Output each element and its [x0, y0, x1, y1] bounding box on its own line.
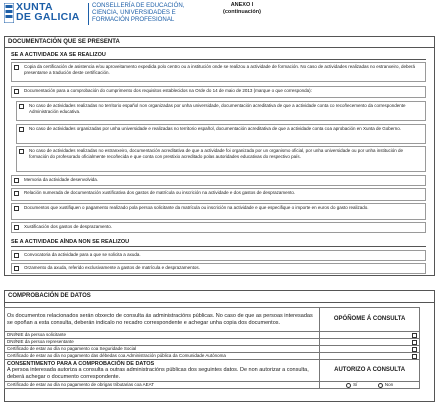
- doc-item-text: Documentación para a comprobación do cumprimento dos requisitos establecidos na Orde do 14 de maio de 2013 (marque o que corresponda):: [24, 88, 312, 93]
- doc-item-expense-list[interactable]: [11, 188, 426, 201]
- checkbox[interactable]: [14, 65, 19, 70]
- table-row: [5, 382, 420, 389]
- subsection-divider: [11, 59, 426, 60]
- xunta-logo-icon: [4, 3, 14, 23]
- consent-title: CONSENTIMENTO PARA A COMPROBACIÓN DE DATOS: [7, 361, 155, 368]
- doc-item-payment-proof[interactable]: [11, 203, 426, 220]
- checkbox[interactable]: [14, 206, 19, 211]
- section-divider: [4, 47, 435, 48]
- doc-item-text: No caso de actividades organizadas por unha universidade e realizadas no territorio español, documentación acreditativa de que a actividade conta coa aprobación en Xunta de Goberno.: [29, 126, 401, 131]
- section-divider: [4, 302, 435, 303]
- doc-item-text: Copia da certificación de asistencia e/ou aproveitamento expedida polo centro ou a institución onde se realizou a actividade de formación. No caso de actividades realizadas no estranxeiro, deberá presentarse a tradución deste certificación.: [24, 64, 415, 75]
- checkbox[interactable]: [19, 149, 24, 154]
- doc-item-budget[interactable]: [11, 263, 426, 274]
- intro-text: Os documentos relacionados serán obxecto de consulta ás administracións públicas. No caso de que as persoas interesadas se opoñan a esta consulta, deberán indicalo no recadro correspondente e achegar unha copia dos documentos.: [5, 308, 320, 332]
- no-label: Non: [384, 382, 394, 388]
- doc-item-spain-non-university[interactable]: [16, 101, 426, 121]
- checkbox[interactable]: [19, 104, 24, 109]
- org-name: [16, 2, 80, 22]
- page-header: [0, 0, 439, 33]
- doc-item-call[interactable]: [11, 250, 426, 261]
- row-label: DNI/NIE da persoa representante: [5, 339, 320, 346]
- dept-line3: FORMACIÓN PROFESIONAL: [92, 16, 175, 24]
- doc-item-text: No caso de actividades realizadas no estranxeiro, documentación acreditativa de que a actividade foi organizada por un organismo oficial, por unha universidade ou por unha institución de formación do profesorado oficialmente recoñecida e que conta con prestixio acreditado polas autoridades educativas do respectivo país.: [29, 148, 403, 159]
- doc-item-university[interactable]: [16, 124, 426, 144]
- data-check-title: COMPROBACIÓN DE DATOS: [8, 293, 91, 299]
- intro-row: [5, 308, 420, 332]
- doc-item-text: Documentos que xustifiquen o pagamento realizado pola persoa solicitante da matrícula ou inscrición na actividade e que especifique o importe en euros do gasto realizado.: [24, 205, 369, 210]
- yes-label: Sí: [353, 382, 358, 388]
- doc-item-requirements[interactable]: [11, 86, 426, 98]
- row-label: Certificado de estar ao día no pagamento de obrigas tributarias coa AEAT: [5, 382, 320, 389]
- checkbox[interactable]: [14, 178, 19, 183]
- no-radio[interactable]: [378, 383, 383, 388]
- doc-item-text: Relación numerada de documentación xustificativa dos gastos de matrícula ou inscrición na actividade e dos gastos de desprazamento.: [24, 190, 296, 195]
- table-row: [5, 339, 420, 346]
- table-row: [5, 332, 420, 339]
- row-label: Certificado de estar ao día no pagamento das débedas coa Administración pública da Comunidade Autónoma: [5, 353, 320, 360]
- annex-subtitle: (continuación): [223, 8, 261, 15]
- checkbox[interactable]: [14, 253, 19, 258]
- checkbox[interactable]: [19, 127, 24, 132]
- dept-line1: CONSELLERÍA DE EDUCACIÓN,: [92, 2, 185, 9]
- checkbox[interactable]: [14, 266, 19, 271]
- org-name-line1: XUNTA: [16, 1, 53, 13]
- oppose-checkbox[interactable]: [412, 347, 417, 352]
- data-check-table: [4, 307, 420, 389]
- row-label: Certificado de estar ao día no pagamento coa Seguridade Social: [5, 346, 320, 353]
- doc-item-text: Xustificación dos gastos de desprazamento.: [24, 224, 113, 229]
- doc-item-text: Convocatoria da actividade para a que se solicita a axuda.: [24, 252, 141, 257]
- row-label: DNI/NIE da persoa solicitante: [5, 332, 320, 339]
- documentation-title: DOCUMENTACIÓN QUE SE PRESENTA: [8, 39, 120, 45]
- oppose-header: OPÓÑOME Á CONSULTA: [320, 308, 420, 332]
- department-name: [92, 2, 184, 24]
- annex-label: [210, 2, 274, 15]
- doc-item-abroad[interactable]: [16, 146, 426, 172]
- doc-item-certificate[interactable]: [11, 62, 426, 82]
- authorize-header: AUTORIZO A CONSULTA: [320, 360, 420, 382]
- oppose-checkbox[interactable]: [412, 354, 417, 359]
- org-name-line2: DE GALICIA: [16, 11, 80, 23]
- oppose-checkbox[interactable]: [412, 333, 417, 338]
- annex-title: ANEXO I: [230, 2, 254, 8]
- table-row: [5, 346, 420, 353]
- doc-item-memory[interactable]: [11, 175, 426, 186]
- oppose-checkbox[interactable]: [412, 340, 417, 345]
- consent-row: [5, 360, 420, 382]
- yes-radio[interactable]: [346, 383, 351, 388]
- dept-line2: CIENCIA, UNIVERSIDADES E: [92, 9, 176, 17]
- checkbox[interactable]: [14, 225, 19, 230]
- doc-item-text: No caso de actividades realizadas no territorio español non organizadas por unha universidade, documentación acreditativa de que a actividade conta co recoñecemento da correspondente Administración educativa.: [29, 103, 406, 114]
- checkbox[interactable]: [14, 89, 19, 94]
- subsection-divider: [11, 246, 426, 247]
- subsection-done: SE A ACTIVIDADE XA SE REALIZOU: [11, 52, 106, 58]
- doc-item-text: Orzamento da axuda, referido exclusivamente a gastos de matrícula e desprazamentos.: [24, 265, 200, 270]
- header-divider: [88, 3, 89, 25]
- table-row: [5, 353, 420, 360]
- consent-text: A persoa interesada autoriza a consulta a outras administracións públicas dos seguintes datos. De non autorizar a consulta, deberá achegar o documento correspondente.: [7, 367, 309, 380]
- subsection-pending: SE A ACTIVIDADE AÍNDA NON SE REALIZOU: [11, 239, 130, 245]
- checkbox[interactable]: [14, 191, 19, 196]
- doc-item-text: Memoria da actividade desenvolvida.: [24, 177, 99, 182]
- doc-item-travel-expenses[interactable]: [11, 222, 426, 233]
